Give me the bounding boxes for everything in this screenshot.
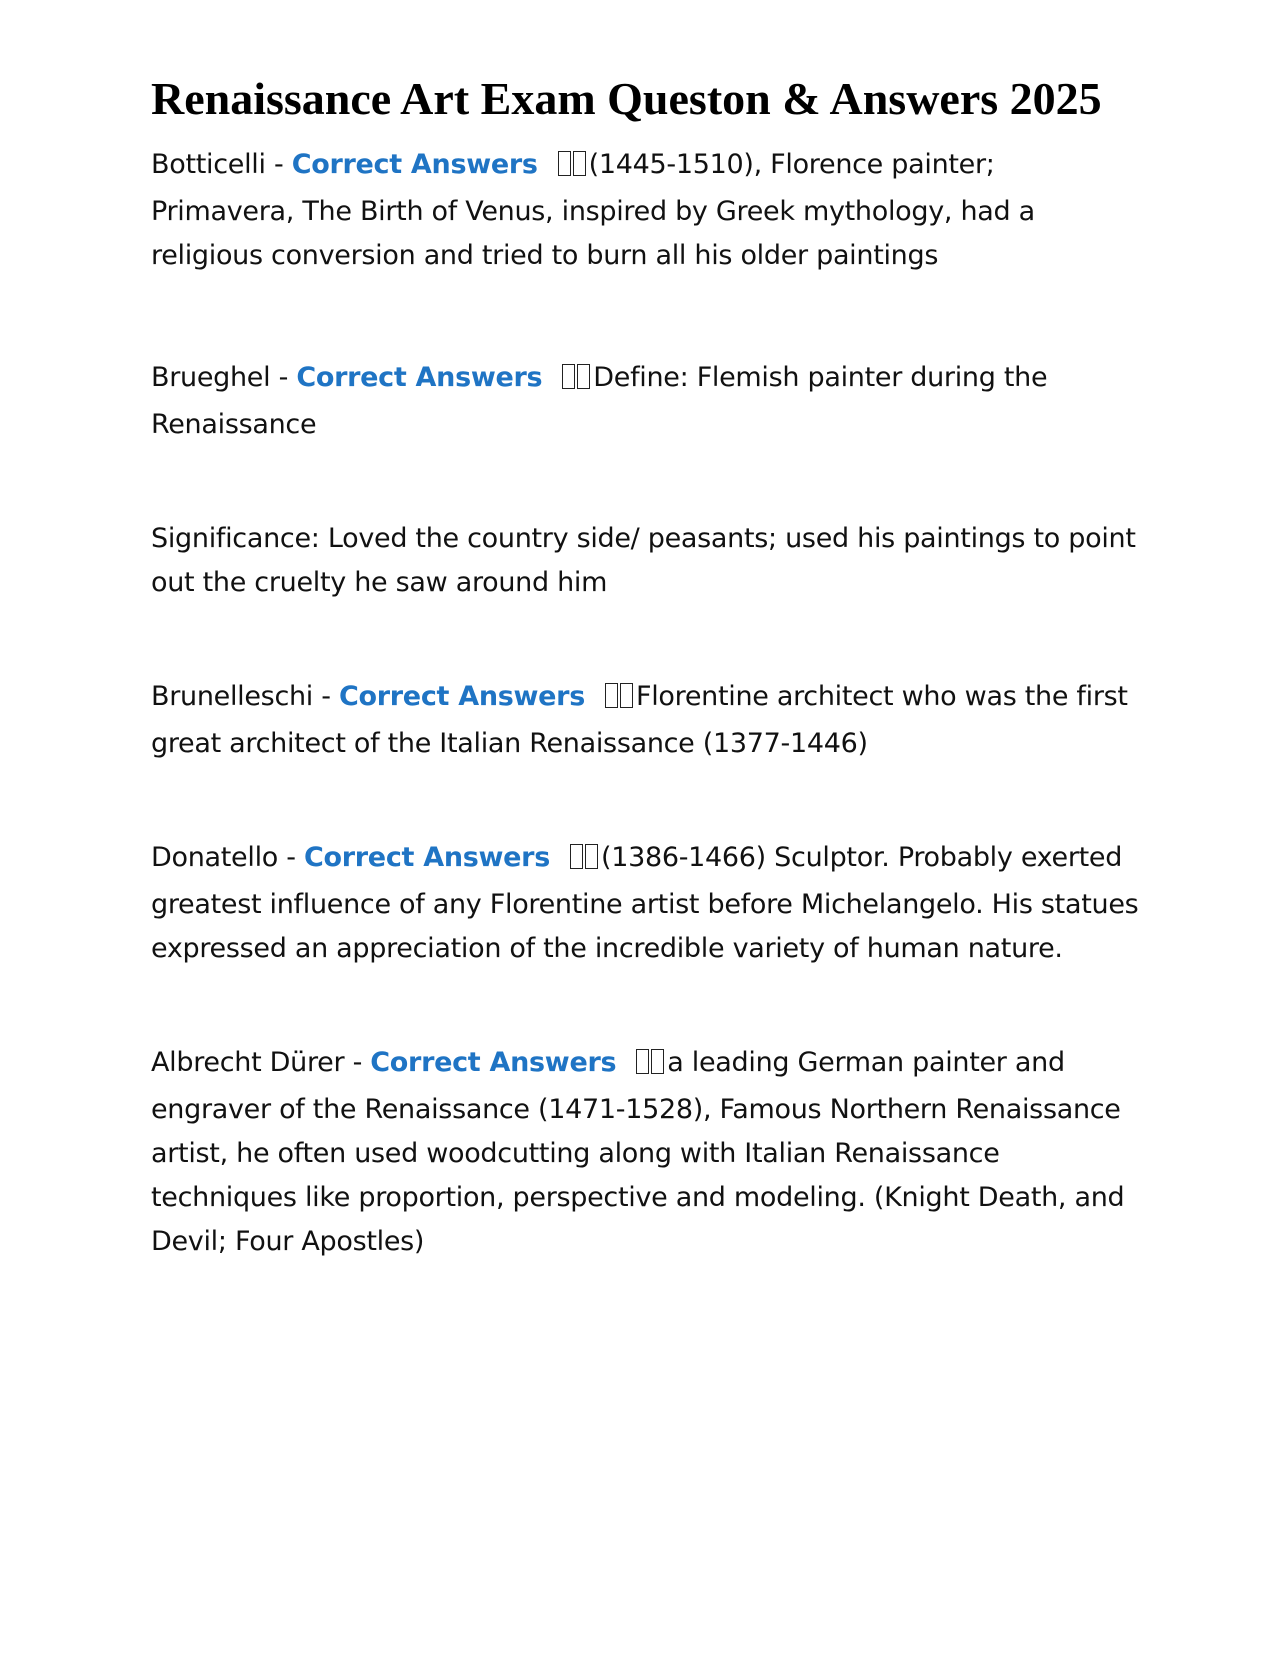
term-label: Brueghel [151,362,271,393]
term-label: Botticelli [151,149,266,180]
qa-paragraph [151,1041,1141,1264]
answer-text: (1445-1510), Florence painter; Primavera, The Birth of Venus, inspired by Greek mythology, had a religious conversion and tried to burn all his older paintings [151,149,1035,271]
qa-paragraph [151,836,1141,971]
correct-answers-tag: Correct Answers [296,362,543,393]
answer-text: Florentine architect who was the first great architect of the Italian Renaissance (1377-1446) [151,681,1128,759]
missing-glyph-icon [570,839,600,883]
answer-text: Define: Flemish painter during the Renaissance [151,362,1048,440]
separator: - [270,362,297,393]
separator: - [265,149,292,180]
term-label: Brunelleschi [151,681,313,712]
separator: - [278,842,305,873]
missing-glyph-icon [605,678,635,722]
qa-paragraph [151,143,1141,278]
qa-paragraph [151,356,1141,447]
correct-answers-tag: Correct Answers [339,681,585,712]
qa-entry-donatello [151,836,1141,971]
qa-entry-botticelli [151,143,1141,278]
qa-entry-brueghel [151,356,1141,605]
correct-answers-tag: Correct Answers [291,149,538,180]
correct-answers-tag: Correct Answers [370,1047,617,1078]
answer-text: (1386-1466) Sculptor. Probably exerted greatest influence of any Florentine artist before Michelangelo. His statues expressed an appreciation of the incredible variety of human nature. [151,842,1139,964]
missing-glyph-icon [562,359,592,403]
separator: - [313,681,340,712]
document-title: Renaissance Art Exam Queston & Answers 2025 [151,73,1102,124]
missing-glyph-icon [636,1044,666,1088]
separator: - [344,1047,371,1078]
term-label: Albrecht Dürer [151,1047,345,1078]
significance-paragraph: Significance: Loved the country side/ peasants; used his paintings to point out the cruelty he saw around him [151,523,1136,598]
missing-glyph-icon [558,146,588,190]
term-label: Donatello [151,842,278,873]
qa-entry-durer [151,1041,1141,1264]
qa-paragraph [151,675,1141,766]
document-page [151,70,1141,1264]
answer-text: a leading German painter and engraver of the Renaissance (1471-1528), Famous Northern Renaissance artist, he often used woodcutting along with Italian Renaissance techniques like proportion, perspective and modeling. (Knight Death, and Devil; Four Apostles) [151,1047,1125,1257]
correct-answers-tag: Correct Answers [304,842,550,873]
qa-entry-brunelleschi [151,675,1141,766]
